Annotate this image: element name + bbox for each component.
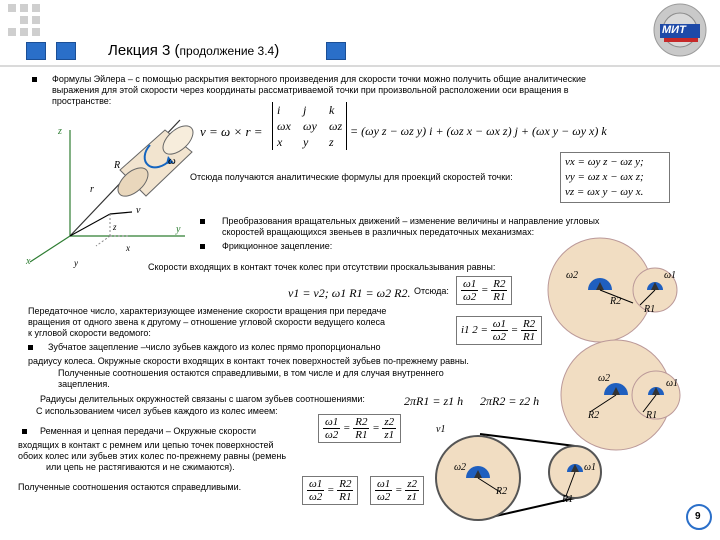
w2-label: ω2 [566,270,579,281]
R2-label: R2 [610,296,622,307]
teeth-line1: Зубчатое зацепление –число зубьев каждого из колес прямо пропорционально [48,342,381,352]
teeth-eq2: 2πR2 = z2 h [480,394,540,408]
next-slide-button[interactable] [326,42,346,60]
w1-gear-label: ω1 [666,378,679,389]
R2-belt-label: R2 [496,486,508,497]
gear-ratio-box: i1 2 = $\frac{\omega 1}{\omega 2}$ = $\frac{R2}{R1}$ [456,316,542,345]
z-coord-label: z [113,222,117,232]
first-slide-button[interactable] [26,42,46,60]
euler-lhs: v = ω × r = [200,124,263,139]
teeth-line6: С использованием чисел зубьев каждого из колес имеем: [36,406,278,416]
v1-belt-label: v1 [436,424,446,435]
teeth-line3: Полученные соотношения остаются справедливыми, в том числе и для случая внутреннего зацепления. [58,368,444,389]
w2-belt-label: ω2 [454,462,467,473]
bullet [32,77,37,82]
friction-equation: v1 = v2; ω1 R1 = ω2 R2. [288,286,411,300]
projections-caption: Отсюда получаются аналитические формулы для проекций скоростей точки: [190,172,513,182]
R2-gear-label: R2 [588,410,600,421]
gear-ratio-text: Передаточное число, характеризующее изменение скорости вращения при передаче вращения от одного звена к другому – отношение угловой скорости ведущего колеса к угловой скорости ведомого: [28,306,387,338]
prev-slide-button[interactable] [56,42,76,60]
logo-text: МИТ [662,24,686,36]
R1-label: R1 [644,304,656,315]
euler-rhs: = (ωy z − ωz y) i + (ωz x − ωx z) j + (ωx y − ωy x) k [350,124,607,138]
decor-grid [8,4,40,36]
euler-determinant: i j k ωx ωy ωz x y z [272,102,347,150]
axis-y-label: y [176,224,181,235]
teeth-line5: Радиусы делительных окружностей связаны с шагом зубьев соотношениями: [40,394,365,404]
belt-line1: Ременная и цепная передачи – Окружные скорости [40,426,257,436]
friction-ratio-box: $\frac{\omega 1}{\omega 2}$ = $\frac{R2}{R1}$ [456,276,512,305]
bullet [200,244,205,249]
x-coord-label: x [126,243,130,253]
otsyuda-label: Отсюда: [414,286,449,296]
bullet [200,219,205,224]
w2-gear-label: ω2 [598,373,611,384]
teeth-eq1: 2πR1 = z1 h [404,394,464,408]
y-coord-label: y [74,258,78,268]
R-label: R [114,160,121,171]
belt-ratio-box-2: $\frac{\omega 1}{\omega 2}$ = $\frac{z2}{z1}$ [370,476,424,505]
R1-belt-label: R1 [562,494,574,505]
v-label: v [136,205,141,216]
teeth-ratio-box: $\frac{\omega 1}{\omega 2}$ = $\frac{R2}{R1}$ = $\frac{z2}{z1}$ [318,414,401,443]
w1-label: ω1 [664,270,677,281]
omega-label: ω [168,155,176,167]
belt-text: входящих в контакт с ремнем или цепью точек поверхностей обоих колес или зубьев этих колес по-прежнему равны (ремень или цепь не растягиваются и не сжимаются). [18,440,287,472]
R1-gear-label: R1 [646,410,658,421]
page-title: Лекция 3 (продолжение 3.4) [108,42,280,59]
belt-wheels [436,434,601,520]
projection-formulas: vx = ωy z − ωz y; vy = ωz x − ωx z; vz = ωx y − ωy x. [560,152,670,203]
w1-belt-label: ω1 [584,462,597,473]
friction-heading: Фрикционное зацепление: [222,241,333,251]
bullet [22,429,27,434]
page-number: 9 [695,511,701,522]
teeth-line2: радиусу колеса. Окружные скорости входящих в контакт точек поверхностей зубьев по-прежнему равны. [28,356,469,366]
transform-text: Преобразования вращательных движений – изменение величины и направление угловых скоростей вращающихся звеньев в различных передаточных механизмах: [222,216,600,237]
belt-ratio-box-1: $\frac{\omega 1}{\omega 2}$ = $\frac{R2}{R1}$ [302,476,358,505]
gear-wheels [561,340,680,450]
rotation-diagram [30,120,198,262]
belt-line5: Полученные соотношения остаются справедливыми. [18,482,242,492]
r-label: r [90,184,94,195]
friction-speeds-text: Скорости входящих в контакт точек колес при отсутствии проскальзывания равны: [148,262,496,272]
friction-wheels [548,238,677,342]
axis-z-label: z [58,126,62,137]
euler-intro: Формулы Эйлера – с помощью раскрытия векторного произведения для скорости точки можно получить общие аналитические выражения для этой скорости через координаты рассматриваемой точки при произвольной расположении оси вращения в пространстве: [52,74,587,106]
axis-x-label: x [26,256,31,267]
bullet [28,345,33,350]
